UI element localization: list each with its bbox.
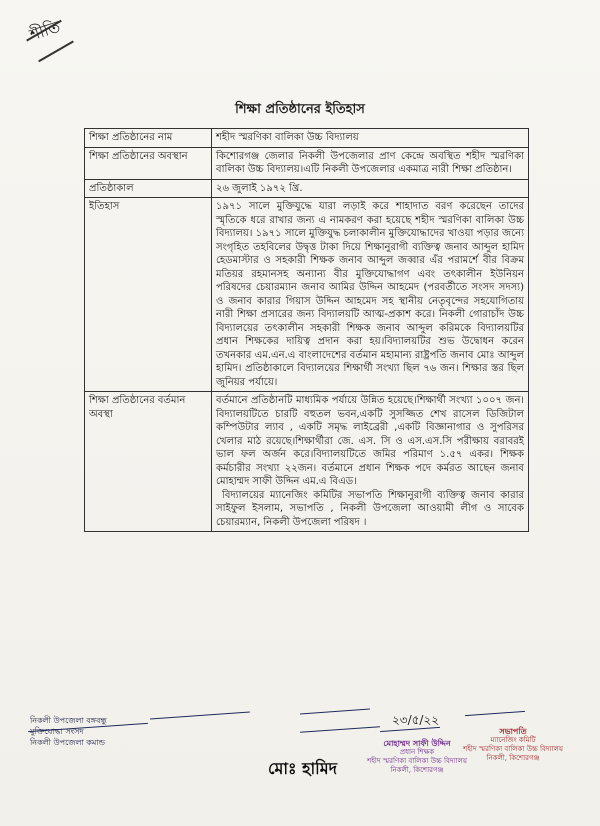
row-label: শিক্ষা প্রতিষ্ঠানের নাম [85,129,212,148]
signature-area [0,705,600,815]
row-value: বর্তমানে প্রতিষ্ঠানটি মাধ্যমিক পর্যায়ে উন্নিত হয়েছে।শিক্ষার্থী সংখ্যা ১০০৭ জন। বিদ্যালয়টিতে চারটি বহুতল ভবন,একটি সুসজ্জিত শেখ রাসেল ডিজিটাল কম্পিউটার ল্যাব , একটি সমৃদ্ধ লাইব্রেরী ,একটি বিজ্ঞানাগার ও সুপরিসর খেলার মাঠ রয়েছে।শিক্ষার্থীরা জে. এস. সি ও এস.এস.সি পরীক্ষায় বরাবরই ভাল ফল অর্জন করে।বিদ্যালয়টিতে জমির পরিমাণ ১.৫৭ একর। শিক্ষক কর্মচারীর সংখ্যা ২২জন। বর্তমানে প্রধান শিক্ষক পদে কর্মরত আছেন জনাব মোহাম্মদ সাফী উদ্দিন এম.এ বিএড। বিদ্যালয়ের ম্যানেজিং কমিটির সভাপতি শিক্ষানুরাগী ব্যক্তিত্ব জনাব কারার সাইফুল ইসলাম, সভাপতি , নিকলী উপজেলা আওয়ামী লীগ ও সাবেক চেয়ারম্যান, নিকলী উপজেলা পরিষদ । [212,392,529,532]
signature-scribble [300,709,370,715]
row-label: শিক্ষা প্রতিষ্ঠানের অবস্থান [85,147,212,179]
date-handwritten: ২৩/৫/২২ [392,713,440,727]
signature-scribble [300,726,380,733]
page-title: শিক্ষা প্রতিষ্ঠানের ইতিহাস [235,102,365,117]
row-value: কিশোরগঞ্জ জেলার নিকলী উপজেলার প্রাণ কেন্দ্রে অবস্থিত শহীদ স্মরণিকা বালিকা উচ্চ বিদ্যালয়।এটি নিকলী উপজেলার একমাত্র নারী শিক্ষা প্রতিষ্ঠান। [212,147,529,179]
president-stamp: সভাপতি ম্যানেজিং কমিটি শহীদ স্মরণিকা বালিকা উচ্চ বিদ্যালয় নিকলী, কিশোরগঞ্জ [463,727,563,762]
row-value: ২৬ জুলাই ১৯৭২ খ্রি. [212,179,529,198]
signature-scribble [465,711,525,716]
signature-scribble [380,727,440,732]
table-row [85,147,529,179]
row-label: শিক্ষা প্রতিষ্ঠানের বর্তমান অবস্থা [85,392,212,532]
left-handwritten-signature: নিকলী উপজেলা বঙ্গবন্ধু মুক্তিযোদ্ধা সংসদ নিকলী উপজেলা কমান্ড [30,716,107,747]
table-row [85,198,529,392]
row-label: প্রতিষ্ঠাকাল [85,179,212,198]
row-value: শহীদ স্মরণিকা বালিকা উচ্চ বিদ্যালয় [212,129,529,148]
history-table [84,128,529,532]
head-teacher-stamp: মোহাম্মদ সাফী উদ্দিন প্রধান শিক্ষক শহীদ স্মরণিকা বালিকা উচ্চ বিদ্যালয় নিকলী, কিশোরগঞ্জ [367,739,467,774]
table-row [85,392,529,532]
signature-scribble [150,712,250,720]
table-row [85,179,529,198]
middle-signature: মোঃ হামিদ [268,759,338,778]
row-label: ইতিহাস [85,198,212,392]
corner-handwritten-note: শীতি [27,16,63,45]
table-row [85,129,529,148]
row-value: ১৯৭১ সালে মুক্তিযুদ্ধে যারা লড়াই করে শাহাদাত বরণ করেছেন তাদের স্মৃতিকে ধরে রাখার জন্য এ নামকরণ করা হয়েছে শহীদ স্মরণিকা বালিকা উচ্চ বিদ্যালয়। ১৯৭১ সালে মুক্তিযুদ্ধ চলাকালীন মুক্তিযোদ্ধাদের খাওয়া পড়ার জন্যে সংগৃহিত তহবিলের উদ্বৃত্ত টাকা দিয়ে শিক্ষানুরাগী ব্যক্তিত্ব জনাব আব্দুল হামিদ হেডমাস্টার ও সহকারী শিক্ষক জনাব আব্দুল জব্বার এঁর পরামর্শে বীর বিক্রম মতিয়র রহমানসহ অন্যান্য বীর মুক্তিযোদ্ধাগণ এবং তৎকালীন ইউনিয়ন পরিষদের চেয়ারম্যান জনাব আমির উদ্দিন আহমেদ (পরবর্তীতে সংসদ সদস্য) ও জনাব কারার গিয়াস উদ্দিন আহমেদ সহ স্থানীয় নেতৃবৃন্দের সহযোগিতায় নারী শিক্ষা প্রসারের জন্য বিদ্যালয়টি আত্ম-প্রকাশ করে। নিকলী গোরাচাঁদ উচ্চ বিদ্যালয়ের তৎকালীন সহকারী শিক্ষক জনাব আব্দুল করিমকে বিদ্যালয়টির প্রধান শিক্ষকের দায়িত্ব প্রদান করা হয়।বিদ্যালয়টির শুভ উদ্বোধন করেন তখনকার এম.এন.এ বাংলাদেশের বর্তমান মহামান্য রাষ্ট্রপতি জনাব মোঃ আব্দুল হামিদ। প্রতিষ্ঠাকালে বিদ্যালয়ের শিক্ষার্থী সংখ্যা ছিল ৭৬ জন। শিক্ষার স্তর ছিল জুনিয়র পর্যায়ে। [212,198,529,392]
